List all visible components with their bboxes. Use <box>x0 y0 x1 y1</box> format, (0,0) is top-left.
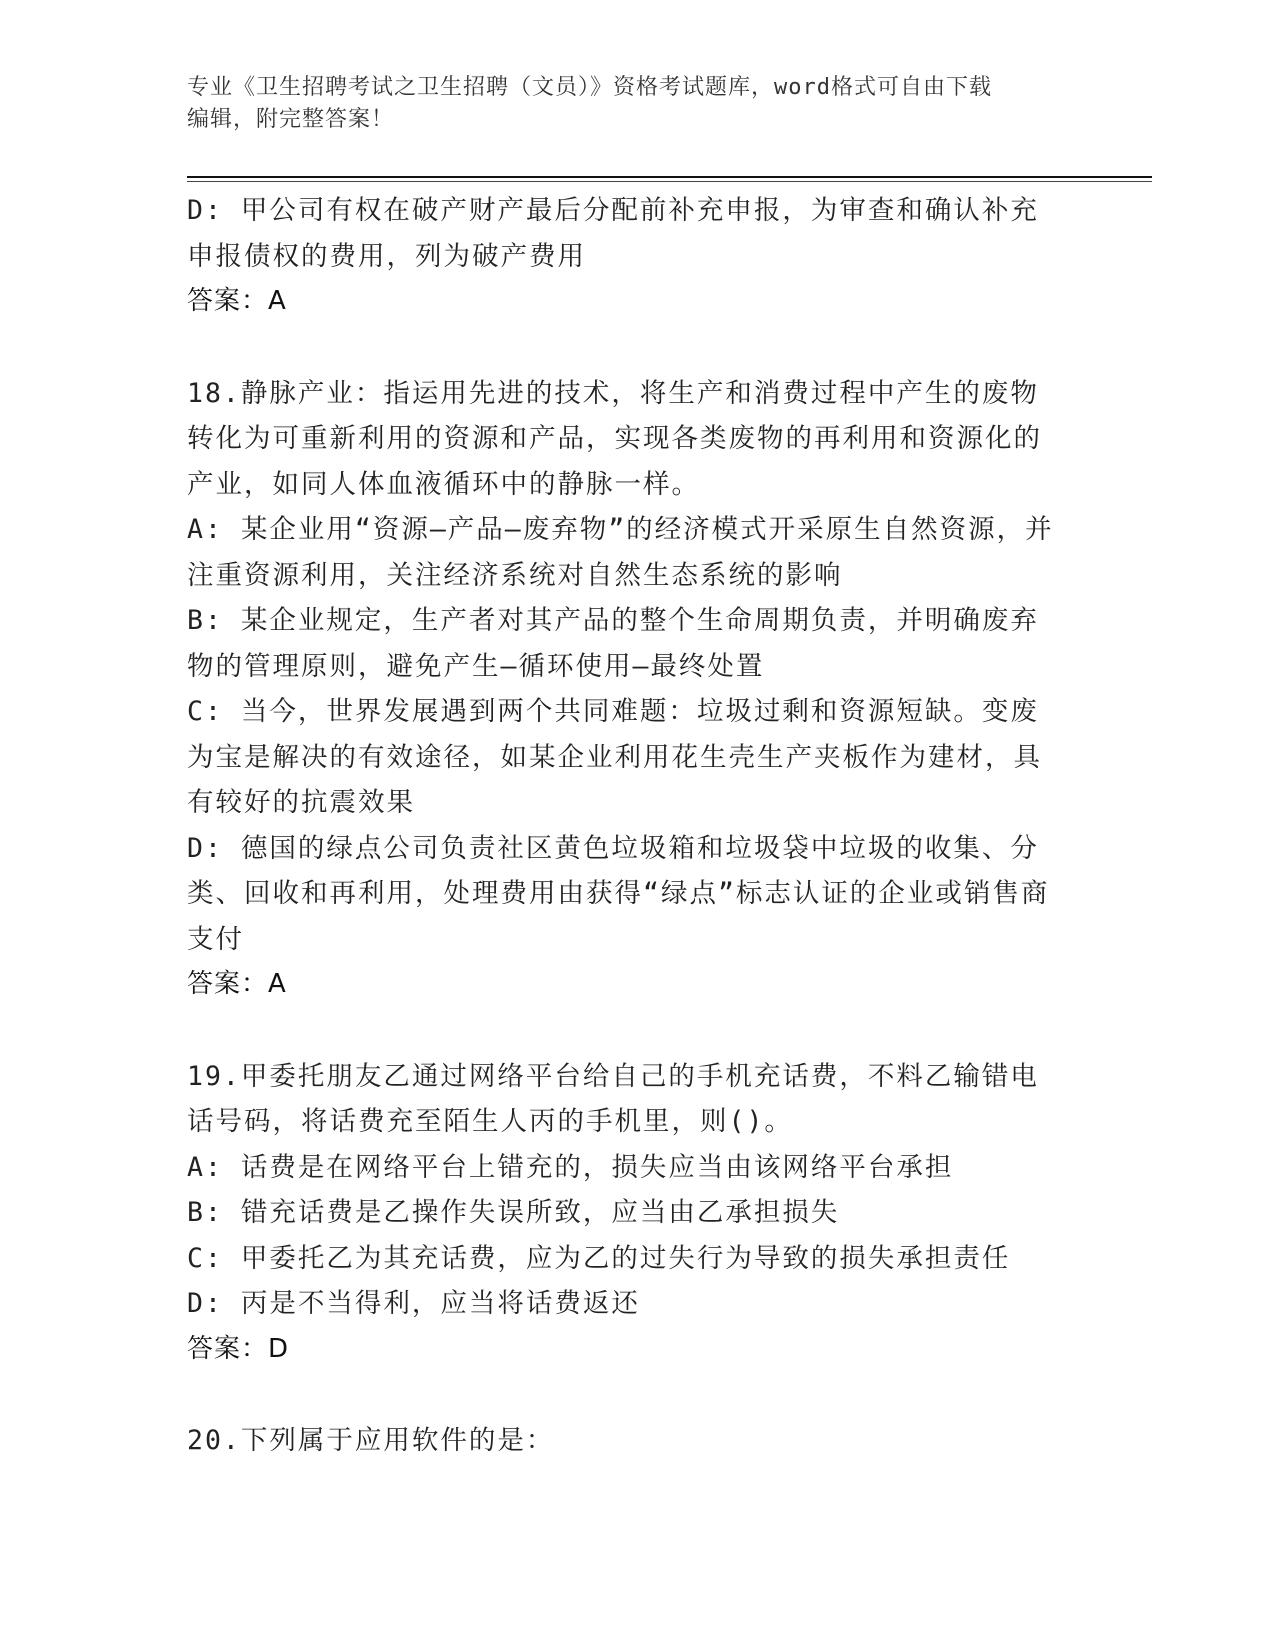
q19-option-c: C: 甲委托乙为其充话费，应为乙的过失行为导致的损失承担责任 <box>187 1242 1011 1274</box>
q19-option-a: A: 话费是在网络平台上错充的，损失应当由该网络平台承担 <box>187 1151 954 1183</box>
header-divider-thick <box>187 176 1152 178</box>
spacer <box>187 1008 1067 1054</box>
document-body <box>187 188 1067 1464</box>
q18-option-d: D: 德国的绿点公司负责社区黄色垃圾箱和垃圾袋中垃圾的收集、分类、回收和再利用，处理费用由获得“绿点”标志认证的企业或销售商支付 <box>187 832 1050 955</box>
spacer <box>187 325 1067 371</box>
q18-option-b: B: 某企业规定，生产者对其产品的整个生命周期负责，并明确废弃物的管理原则，避免产生—循环使用—最终处置 <box>187 605 1039 682</box>
header-line-2: 编辑，附完整答案！ <box>187 107 395 132</box>
q18-stem: 18.静脉产业：指运用先进的技术，将生产和消费过程中产生的废物转化为可重新利用的资源和产品，实现各类废物的再利用和资源化的产业，如同人体血液循环中的静脉一样。 <box>187 377 1042 500</box>
q19-option-d: D: 丙是不当得利，应当将话费返还 <box>187 1288 640 1319</box>
header-line-1: 专业《卫生招聘考试之卫生招聘（文员）》资格考试题库，word格式可自由下载 <box>187 75 992 100</box>
q19-answer: 答案：D <box>187 1333 290 1364</box>
q19-stem: 19.甲委托朋友乙通过网络平台给自己的手机充话费，不料乙输错电话号码，将话费充至陌生人丙的手机里，则()。 <box>187 1060 1039 1137</box>
q19-option-b: B: 错充话费是乙操作失误所致，应当由乙承担损失 <box>187 1197 840 1228</box>
q18-answer: 答案：A <box>187 969 287 999</box>
q17-answer: 答案：A <box>187 286 287 316</box>
header-divider-thin <box>187 181 1152 182</box>
document-header <box>187 72 1087 136</box>
q18-option-a: A: 某企业用“资源—产品—废弃物”的经济模式开采原生自然资源，并注重资源利用，关注经济系统对自然生态系统的影响 <box>187 514 1054 591</box>
q18-option-c: C: 当今，世界发展遇到两个共同难题：垃圾过剩和资源短缺。变废为宝是解决的有效途径，如某企业利用花生壳生产夹板作为建材，具有较好的抗震效果 <box>187 696 1042 818</box>
q17-option-d: D: 甲公司有权在破产财产最后分配前补充申报，为审查和确认补充申报债权的费用，列为破产费用 <box>187 195 1039 272</box>
spacer <box>187 1372 1067 1418</box>
q20-stem: 20.下列属于应用软件的是： <box>187 1425 555 1456</box>
